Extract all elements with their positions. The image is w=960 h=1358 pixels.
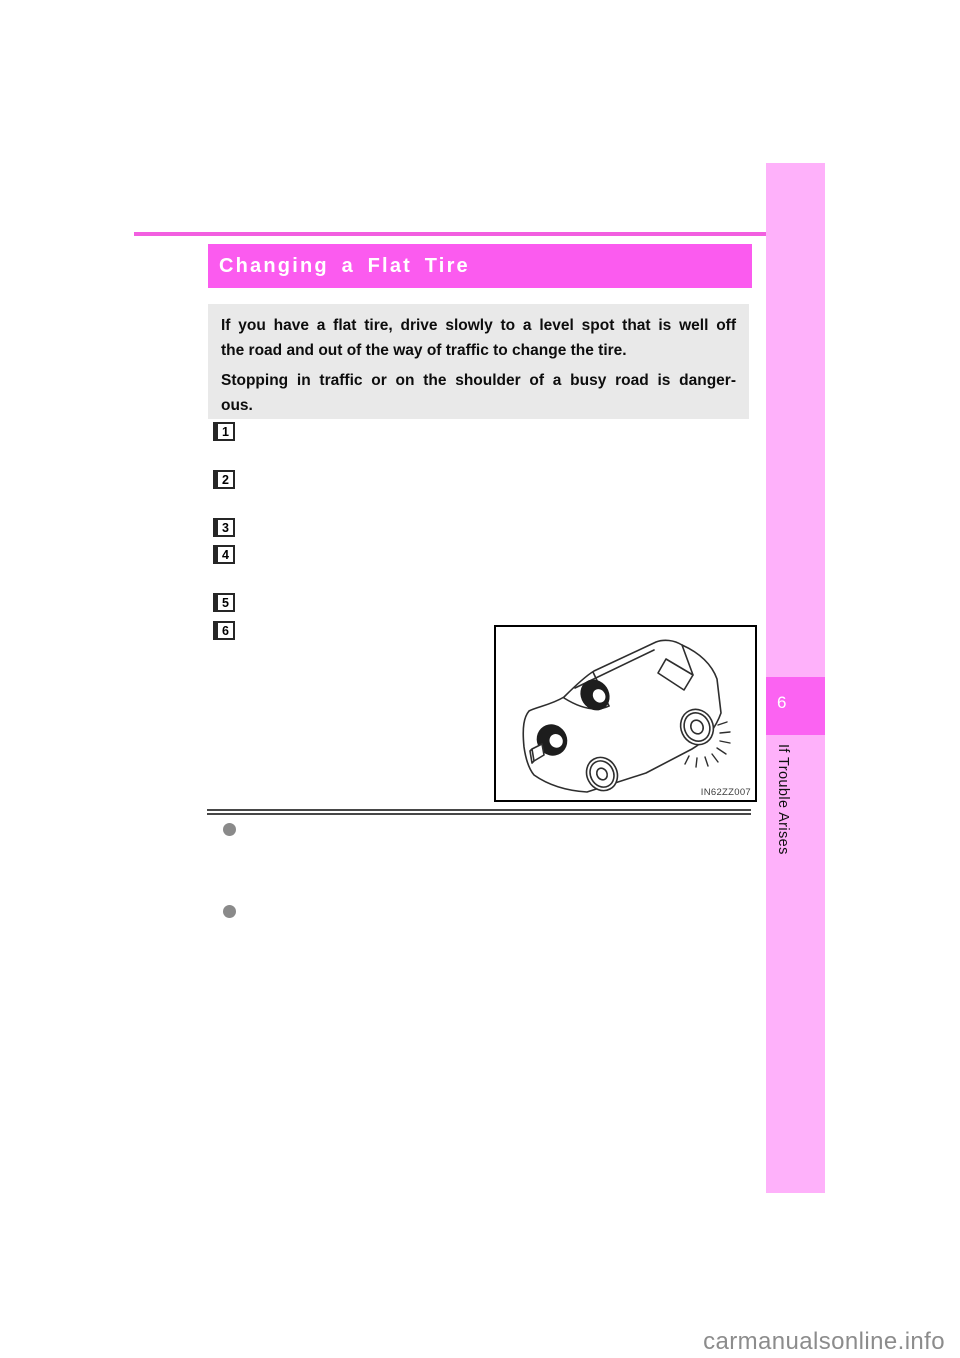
car-illustration-frame: [494, 625, 757, 802]
step-number-box-2: 2: [213, 470, 235, 489]
car-illustration-svg: [496, 627, 755, 800]
chapter-title-vertical: If Trouble Arises: [775, 744, 791, 855]
top-pink-rule: [134, 232, 825, 236]
wheel-front-right: [581, 752, 623, 796]
wheel-chock: [530, 744, 544, 763]
bullet-circle-icon: [223, 823, 236, 836]
chapter-number-block: [766, 677, 825, 735]
section-title-bar: [208, 244, 752, 288]
section-title: Changing a Flat Tire: [219, 255, 470, 277]
notice-box: [208, 304, 749, 419]
wheel-rear-right-flat: [675, 704, 719, 750]
figure-code-label: IN62ZZ007: [700, 787, 751, 798]
car-side-window: [658, 659, 693, 690]
notice-line-3: Stopping in traffic or on the shoulder of a busy road is danger-: [221, 372, 736, 389]
section-divider-double-rule: [207, 809, 751, 815]
notice-line-1: If you have a flat tire, drive slowly to a level spot that is well off: [221, 317, 736, 334]
step-number-box-6: 6: [213, 621, 235, 640]
step-number-box-5: 5: [213, 593, 235, 612]
bullet-circle-icon: [223, 905, 236, 918]
step-number-box-1: 1: [213, 422, 235, 441]
notice-line-2: the road and out of the way of traffic to change the tire.: [221, 342, 627, 359]
step-number-box-3: 3: [213, 518, 235, 537]
step-number-box-4: 4: [213, 545, 235, 564]
watermark-text: carmanualsonline.info: [703, 1328, 945, 1355]
notice-line-4: ous.: [221, 397, 253, 414]
chapter-number: 6: [777, 693, 787, 712]
